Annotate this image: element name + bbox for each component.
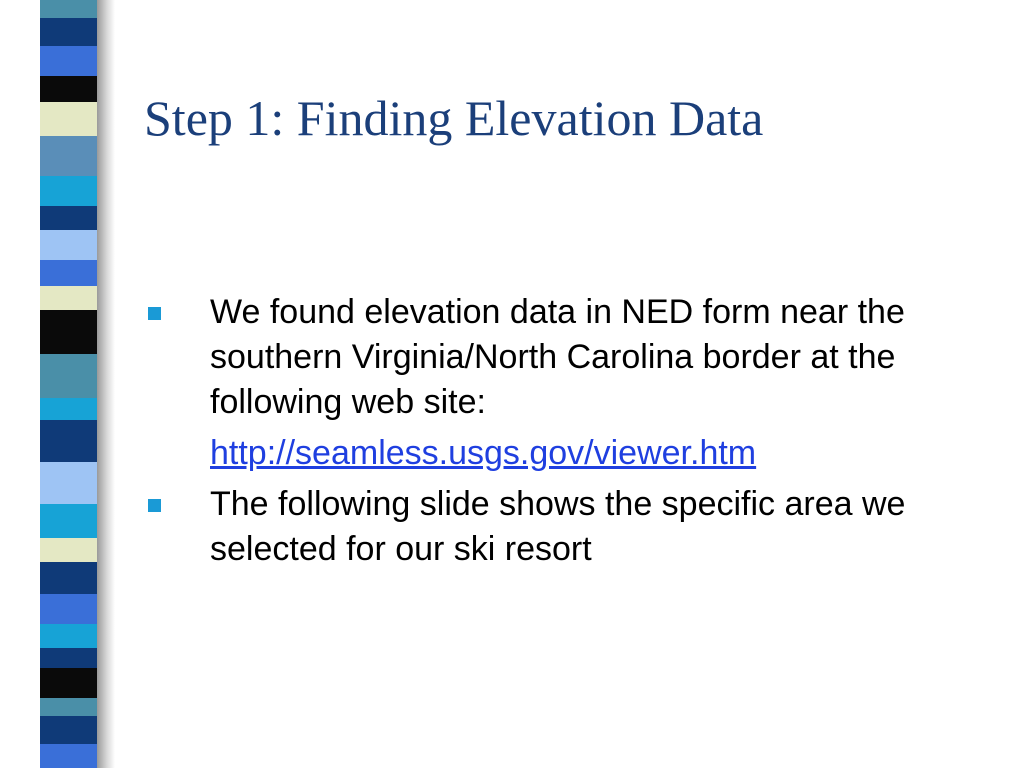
stripe-block <box>40 0 97 18</box>
stripe-block <box>40 744 97 768</box>
stripe-block <box>40 538 97 562</box>
stripe-block <box>40 716 97 744</box>
stripe-block <box>40 398 97 420</box>
stripe-block <box>40 594 97 624</box>
stripe-block <box>40 504 97 538</box>
link-line <box>144 431 1004 476</box>
stripe-block <box>40 462 97 504</box>
bullet-text: We found elevation data in NED form near the southern Virginia/North Carolina border at the following web site: <box>210 293 905 421</box>
stripe-block <box>40 230 97 260</box>
slide-body <box>144 290 1004 572</box>
stripe-block <box>40 260 97 286</box>
stripe-block <box>40 206 97 230</box>
stripe-block <box>40 420 97 462</box>
stripe-block <box>40 286 97 310</box>
decorative-color-stripe <box>40 0 97 768</box>
stripe-block <box>40 698 97 716</box>
slide-title: Step 1: Finding Elevation Data <box>144 90 764 146</box>
bullet-item <box>144 482 1004 572</box>
stripe-shadow <box>97 0 115 768</box>
stripe-block <box>40 648 97 668</box>
stripe-block <box>40 46 97 76</box>
stripe-block <box>40 310 97 354</box>
bullet-text: The following slide shows the specific area we selected for our ski resort <box>210 485 906 568</box>
usgs-viewer-link[interactable]: http://seamless.usgs.gov/viewer.htm <box>210 434 757 472</box>
stripe-block <box>40 76 97 102</box>
square-bullet-icon <box>148 307 161 320</box>
square-bullet-icon <box>148 499 161 512</box>
stripe-block <box>40 176 97 206</box>
stripe-block <box>40 136 97 176</box>
stripe-block <box>40 668 97 698</box>
stripe-block <box>40 102 97 136</box>
stripe-block <box>40 624 97 648</box>
stripe-block <box>40 354 97 398</box>
stripe-block <box>40 562 97 594</box>
bullet-item <box>144 290 1004 425</box>
stripe-block <box>40 18 97 46</box>
